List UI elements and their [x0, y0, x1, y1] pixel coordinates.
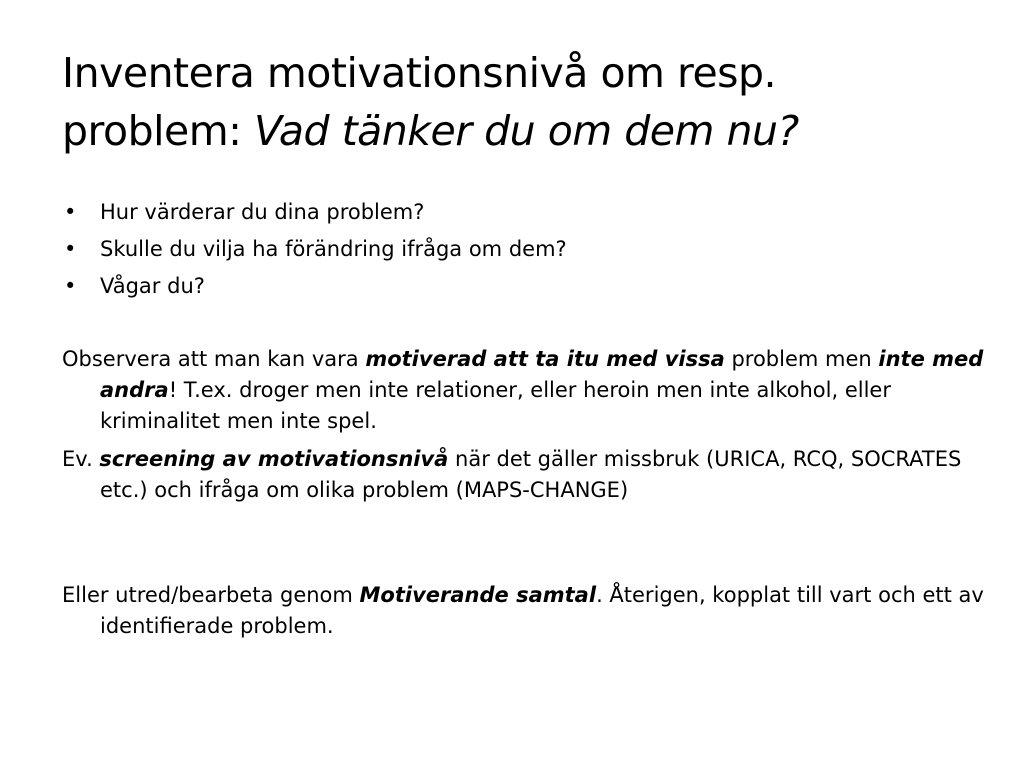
list-item [62, 194, 982, 231]
list-item-text: Skulle du vilja ha förändring ifråga om dem? [100, 237, 567, 261]
bullet-icon: • [64, 200, 77, 224]
paragraph-text: när det gäller missbruk (URICA, RCQ, SOCRATES etc.) och ifråga om olika problem (MAPS-CHANGE) [100, 447, 962, 502]
bullet-icon: • [64, 274, 77, 298]
question-list [62, 194, 982, 305]
paragraph-motivational-interviewing [62, 580, 1010, 642]
emphasis-text: screening av motivationsnivå [99, 447, 449, 471]
list-item-text: Vågar du? [100, 274, 205, 298]
paragraph-text: . Återigen, kopplat till vart och ett av identifierade problem. [100, 583, 984, 638]
emphasis-text: Motiverande samtal [359, 583, 597, 607]
list-item [62, 231, 982, 268]
emphasis-text: motiverad att ta itu med vissa [365, 347, 725, 371]
title-line-2-italic: Vad tänker du om dem nu? [254, 107, 799, 155]
list-item-text: Hur värderar du dina problem? [100, 200, 425, 224]
slide-title [62, 44, 982, 160]
emphasis-text: inte med andra [100, 347, 984, 402]
paragraph-observation [62, 344, 1010, 437]
paragraph-text: Eller utred/bearbeta genom [62, 583, 360, 607]
paragraph-text: problem men [724, 347, 879, 371]
paragraph-text: ! T.ex. droger men inte relationer, eller heroin men inte alkohol, eller kriminalitet men inte spel. [100, 378, 891, 433]
paragraph-screening [62, 444, 1010, 506]
list-item [62, 268, 982, 305]
paragraph-text: Ev. [62, 447, 100, 471]
paragraph-text: Observera att man kan vara [62, 347, 366, 371]
title-line-2-plain: problem: [62, 107, 254, 155]
title-line-1: Inventera motivationsnivå om resp. [62, 49, 777, 97]
bullet-icon: • [64, 237, 77, 261]
